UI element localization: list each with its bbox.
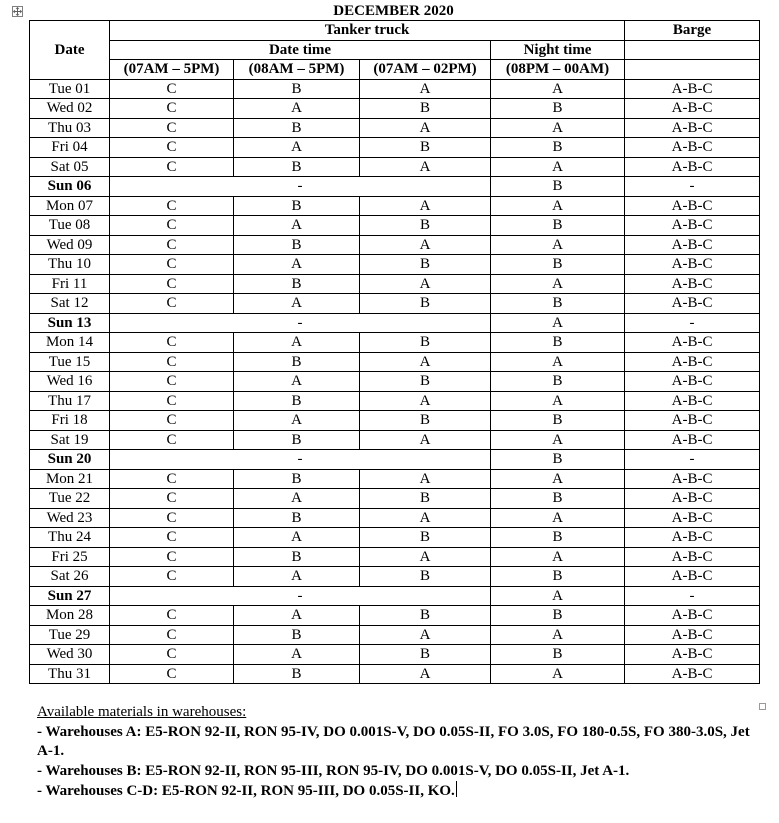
cell-night: B (491, 99, 625, 119)
table-row (30, 469, 760, 489)
cell-night: B (491, 255, 625, 275)
table-row (30, 118, 760, 138)
table-row (30, 294, 760, 314)
cell-night: A (491, 469, 625, 489)
header-tanker-truck: Tanker truck (110, 21, 625, 41)
schedule-table (29, 20, 760, 684)
cell-slot-3: A (360, 118, 491, 138)
cell-night: A (491, 352, 625, 372)
cell-date: Tue 15 (30, 352, 110, 372)
cell-night: A (491, 547, 625, 567)
cell-slot-3: B (360, 99, 491, 119)
cell-slot-3: A (360, 664, 491, 684)
cell-slot-1: C (110, 138, 234, 158)
cell-slot-2: B (234, 118, 360, 138)
cell-date: Thu 24 (30, 528, 110, 548)
cell-night: B (491, 216, 625, 236)
cell-slot-1: C (110, 430, 234, 450)
text-cursor (456, 781, 457, 797)
cell-daytime-merged: - (110, 177, 491, 197)
cell-slot-1: C (110, 235, 234, 255)
cell-barge: A-B-C (625, 274, 760, 294)
cell-slot-3: A (360, 508, 491, 528)
cell-slot-3: B (360, 294, 491, 314)
cell-slot-2: A (234, 99, 360, 119)
table-row (30, 489, 760, 509)
cell-slot-2: A (234, 138, 360, 158)
cell-slot-2: B (234, 664, 360, 684)
table-row (30, 352, 760, 372)
cell-barge: - (625, 586, 760, 606)
header-night-time: Night time (491, 40, 625, 60)
cell-slot-1: C (110, 664, 234, 684)
cell-slot-2: B (234, 430, 360, 450)
table-row (30, 391, 760, 411)
cell-slot-3: B (360, 372, 491, 392)
cell-date: Mon 28 (30, 606, 110, 626)
cell-slot-2: A (234, 606, 360, 626)
cell-night: B (491, 372, 625, 392)
cell-barge: A-B-C (625, 79, 760, 99)
cell-barge: A-B-C (625, 294, 760, 314)
notes-heading: Available materials in warehouses: (37, 704, 247, 720)
header-date-time: Date time (110, 40, 491, 60)
cell-slot-2: A (234, 255, 360, 275)
cell-night: A (491, 625, 625, 645)
cell-date: Wed 30 (30, 645, 110, 665)
cell-slot-2: A (234, 411, 360, 431)
cell-date: Thu 03 (30, 118, 110, 138)
cell-slot-3: A (360, 391, 491, 411)
cell-slot-3: B (360, 606, 491, 626)
cell-slot-1: C (110, 508, 234, 528)
cell-slot-2: A (234, 567, 360, 587)
cell-date: Fri 11 (30, 274, 110, 294)
cell-night: B (491, 450, 625, 470)
cell-slot-2: B (234, 196, 360, 216)
cell-slot-3: B (360, 645, 491, 665)
cell-night: A (491, 430, 625, 450)
cell-night: A (491, 313, 625, 333)
cell-barge: A-B-C (625, 372, 760, 392)
table-row (30, 528, 760, 548)
cell-date: Sat 05 (30, 157, 110, 177)
cell-slot-1: C (110, 352, 234, 372)
cell-slot-3: A (360, 274, 491, 294)
cell-barge: A-B-C (625, 547, 760, 567)
cell-barge: A-B-C (625, 99, 760, 119)
cell-slot-2: B (234, 547, 360, 567)
cell-slot-3: B (360, 567, 491, 587)
cell-date: Tue 08 (30, 216, 110, 236)
table-row (30, 177, 760, 197)
cell-date: Sun 06 (30, 177, 110, 197)
cell-slot-2: B (234, 274, 360, 294)
cell-slot-2: A (234, 645, 360, 665)
cell-night: B (491, 489, 625, 509)
cell-slot-2: B (234, 625, 360, 645)
table-row (30, 372, 760, 392)
table-row (30, 606, 760, 626)
cell-slot-3: A (360, 625, 491, 645)
cell-slot-3: B (360, 411, 491, 431)
cell-slot-1: C (110, 411, 234, 431)
cell-barge: A-B-C (625, 118, 760, 138)
cell-slot-1: C (110, 567, 234, 587)
cell-barge: A-B-C (625, 625, 760, 645)
cell-slot-3: A (360, 235, 491, 255)
cell-slot-1: C (110, 606, 234, 626)
cell-barge: A-B-C (625, 157, 760, 177)
cell-date: Fri 25 (30, 547, 110, 567)
cell-night: A (491, 235, 625, 255)
cell-slot-1: C (110, 118, 234, 138)
notes-warehouse-cd (37, 781, 765, 802)
table-row (30, 157, 760, 177)
cell-slot-2: B (234, 508, 360, 528)
cell-date: Tue 22 (30, 489, 110, 509)
cell-slot-2: B (234, 352, 360, 372)
cell-slot-2: A (234, 333, 360, 353)
cell-slot-1: C (110, 333, 234, 353)
cell-date: Thu 17 (30, 391, 110, 411)
cell-date: Mon 21 (30, 469, 110, 489)
cell-night: A (491, 586, 625, 606)
cell-night: B (491, 333, 625, 353)
cell-date: Sun 20 (30, 450, 110, 470)
cell-slot-2: B (234, 469, 360, 489)
table-row (30, 508, 760, 528)
cell-night: B (491, 567, 625, 587)
cell-slot-3: B (360, 255, 491, 275)
cell-slot-1: C (110, 645, 234, 665)
cell-night: A (491, 157, 625, 177)
table-move-handle-icon[interactable] (12, 6, 23, 17)
cell-daytime-merged: - (110, 450, 491, 470)
table-row (30, 664, 760, 684)
cell-slot-1: C (110, 489, 234, 509)
table-row (30, 586, 760, 606)
cell-barge: A-B-C (625, 216, 760, 236)
notes-warehouse-b: - Warehouses B: E5-RON 92-II, RON 95-III, RON 95-IV, DO 0.001S-V, DO 0.05S-II, Jet A-1. (37, 762, 630, 779)
schedule-body (30, 79, 760, 684)
cell-barge: A-B-C (625, 489, 760, 509)
cell-slot-3: A (360, 352, 491, 372)
cell-slot-3: B (360, 333, 491, 353)
table-row (30, 567, 760, 587)
cell-daytime-merged: - (110, 586, 491, 606)
cell-date: Fri 04 (30, 138, 110, 158)
cell-slot-3: B (360, 528, 491, 548)
cell-daytime-merged: - (110, 313, 491, 333)
cell-night: B (491, 528, 625, 548)
cell-barge: A-B-C (625, 196, 760, 216)
table-row (30, 430, 760, 450)
cell-slot-2: A (234, 528, 360, 548)
cell-slot-1: C (110, 625, 234, 645)
cell-barge: A-B-C (625, 333, 760, 353)
cell-barge: A-B-C (625, 567, 760, 587)
cell-barge: A-B-C (625, 645, 760, 665)
cell-night: A (491, 664, 625, 684)
cell-slot-2: A (234, 489, 360, 509)
table-row (30, 547, 760, 567)
cell-date: Thu 10 (30, 255, 110, 275)
cell-night: B (491, 645, 625, 665)
cell-slot-2: B (234, 391, 360, 411)
cell-slot-3: B (360, 216, 491, 236)
cell-barge: - (625, 450, 760, 470)
cell-slot-2: A (234, 372, 360, 392)
cell-night: B (491, 606, 625, 626)
cell-slot-1: C (110, 372, 234, 392)
cell-slot-3: A (360, 430, 491, 450)
table-row (30, 274, 760, 294)
cell-date: Sat 12 (30, 294, 110, 314)
table-row (30, 79, 760, 99)
cell-slot-3: A (360, 157, 491, 177)
table-row (30, 216, 760, 236)
header-date: Date (30, 21, 110, 80)
cell-date: Fri 18 (30, 411, 110, 431)
cell-slot-1: C (110, 528, 234, 548)
cell-slot-1: C (110, 547, 234, 567)
cell-slot-3: A (360, 469, 491, 489)
cell-date: Sat 19 (30, 430, 110, 450)
cell-night: A (491, 391, 625, 411)
table-row (30, 235, 760, 255)
document-title: DECEMBER 2020 (333, 3, 454, 19)
cell-barge: A-B-C (625, 606, 760, 626)
cell-slot-1: C (110, 99, 234, 119)
table-row (30, 99, 760, 119)
cell-barge: A-B-C (625, 235, 760, 255)
cell-slot-1: C (110, 469, 234, 489)
header-barge: Barge (625, 21, 760, 41)
cell-barge: A-B-C (625, 411, 760, 431)
cell-barge: - (625, 313, 760, 333)
cell-barge: A-B-C (625, 430, 760, 450)
cell-date: Tue 01 (30, 79, 110, 99)
cell-barge: A-B-C (625, 391, 760, 411)
header-slot-1: (07AM – 5PM) (110, 60, 234, 80)
cell-night: A (491, 274, 625, 294)
cell-date: Mon 14 (30, 333, 110, 353)
cell-slot-1: C (110, 157, 234, 177)
cell-slot-2: B (234, 79, 360, 99)
cell-slot-3: A (360, 547, 491, 567)
header-slot-3: (07AM – 02PM) (360, 60, 491, 80)
cell-date: Wed 23 (30, 508, 110, 528)
table-row (30, 255, 760, 275)
table-row (30, 450, 760, 470)
cell-barge: A-B-C (625, 255, 760, 275)
cell-night: B (491, 138, 625, 158)
cell-slot-1: C (110, 216, 234, 236)
header-slot-2: (08AM – 5PM) (234, 60, 360, 80)
notes-warehouse-a: - Warehouses A: E5-RON 92-II, RON 95-IV, DO 0.001S-V, DO 0.05S-II, FO 3.0S, FO 180-0.5S, FO 380-3.0S, Jet A-1. (37, 723, 750, 759)
cell-barge: A-B-C (625, 508, 760, 528)
cell-date: Sun 27 (30, 586, 110, 606)
cell-night: A (491, 196, 625, 216)
cell-date: Sat 26 (30, 567, 110, 587)
table-row (30, 625, 760, 645)
cell-night: B (491, 177, 625, 197)
cell-date: Sun 13 (30, 313, 110, 333)
table-row (30, 138, 760, 158)
cell-slot-1: C (110, 255, 234, 275)
cell-slot-2: B (234, 235, 360, 255)
table-row (30, 196, 760, 216)
cell-slot-2: A (234, 216, 360, 236)
table-row (30, 313, 760, 333)
cell-date: Thu 31 (30, 664, 110, 684)
cell-barge: A-B-C (625, 469, 760, 489)
cell-slot-1: C (110, 274, 234, 294)
cell-night: A (491, 118, 625, 138)
cell-barge: A-B-C (625, 664, 760, 684)
table-row (30, 411, 760, 431)
cell-night: B (491, 294, 625, 314)
cell-slot-1: C (110, 391, 234, 411)
cell-slot-1: C (110, 79, 234, 99)
cell-slot-3: A (360, 196, 491, 216)
cell-barge: A-B-C (625, 528, 760, 548)
notes-warehouse-cd-text: - Warehouses C-D: E5-RON 92-II, RON 95-III, DO 0.05S-II, KO. (37, 783, 455, 799)
header-slot-night: (08PM – 00AM) (491, 60, 625, 80)
cell-slot-3: A (360, 79, 491, 99)
header-barge-empty (625, 40, 760, 60)
cell-barge: A-B-C (625, 138, 760, 158)
cell-night: B (491, 411, 625, 431)
cell-slot-3: B (360, 138, 491, 158)
cell-date: Wed 09 (30, 235, 110, 255)
header-barge-sub-empty (625, 60, 760, 80)
table-row (30, 333, 760, 353)
cell-barge: A-B-C (625, 352, 760, 372)
table-row (30, 645, 760, 665)
cell-slot-2: A (234, 294, 360, 314)
cell-slot-2: B (234, 157, 360, 177)
warehouse-notes (37, 703, 765, 802)
cell-barge: - (625, 177, 760, 197)
cell-date: Tue 29 (30, 625, 110, 645)
cell-slot-1: C (110, 294, 234, 314)
cell-date: Wed 02 (30, 99, 110, 119)
cell-date: Wed 16 (30, 372, 110, 392)
cell-night: A (491, 79, 625, 99)
cell-slot-1: C (110, 196, 234, 216)
cell-date: Mon 07 (30, 196, 110, 216)
cell-night: A (491, 508, 625, 528)
cell-slot-3: B (360, 489, 491, 509)
